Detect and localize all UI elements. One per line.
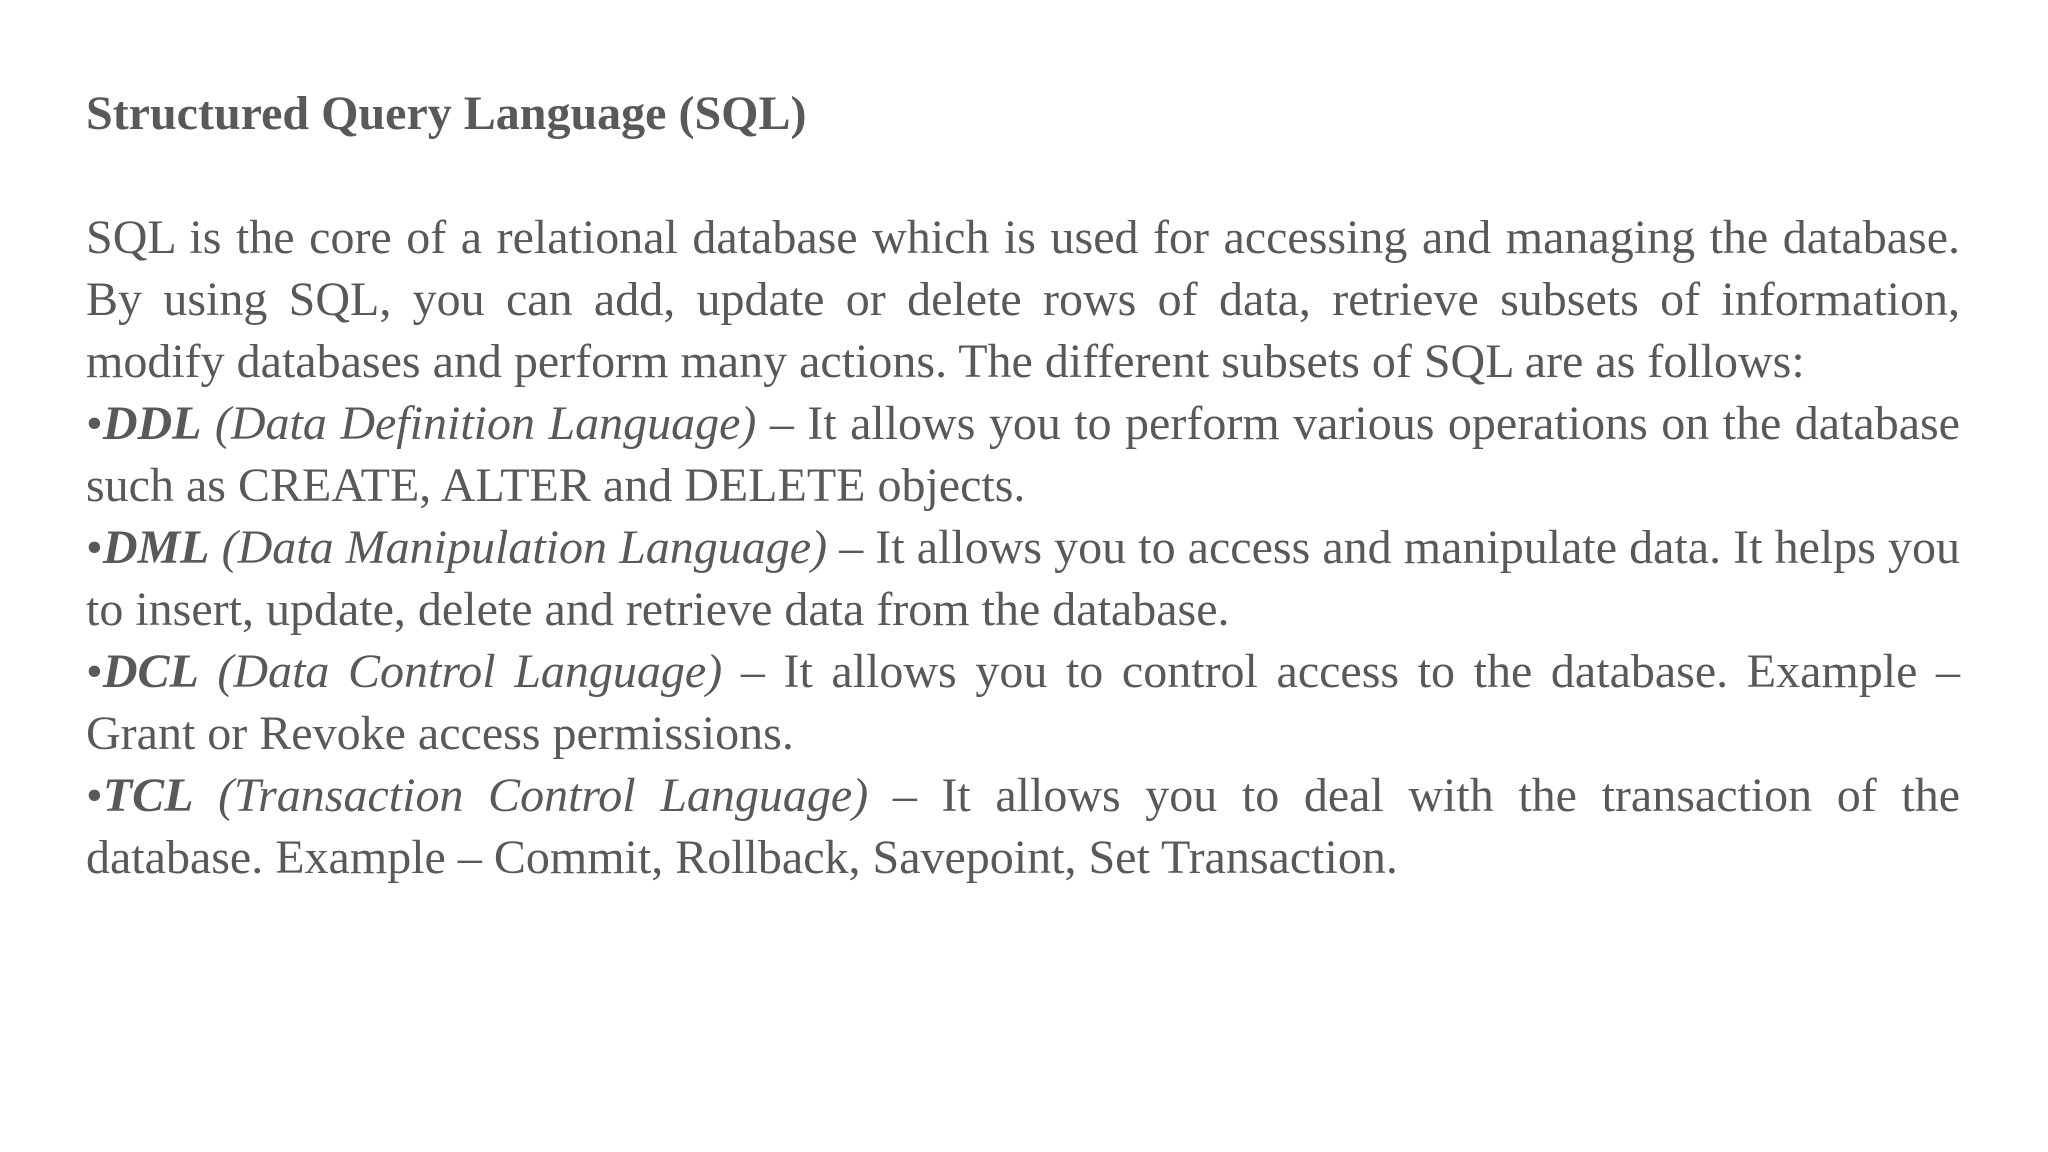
bullet-description: – It allows you to control access to the database. Example – Grant or Revoke access permissions. (86, 645, 1960, 760)
bullet-description: – It allows you to access and manipulate data. It helps you to insert, update, delete and retrieve data from the database. (86, 521, 1961, 636)
bullet-expansion: (Data Definition Language) (201, 397, 757, 450)
bullet-term: DDL (102, 397, 202, 450)
bullet-term: TCL (102, 769, 194, 822)
bullet-icon: • (86, 397, 103, 450)
bullet-description: – It allows you to perform various operations on the database such as CREATE, ALTER and DELETE objects. (86, 397, 1960, 512)
bullet-icon: • (86, 645, 103, 698)
slide-body (86, 207, 1960, 889)
bullet-dcl (86, 641, 1960, 765)
bullet-tcl (86, 765, 1960, 889)
bullet-term: DCL (102, 645, 199, 698)
bullet-icon: • (86, 521, 103, 574)
bullet-expansion: (Data Control Language) (198, 645, 723, 698)
bullet-ddl (86, 393, 1960, 517)
bullet-expansion: (Data Manipulation Language) (209, 521, 828, 574)
bullet-icon: • (86, 769, 103, 822)
bullet-term: DML (102, 521, 210, 574)
bullet-description: – It allows you to deal with the transaction of the database. Example – Commit, Rollback, Savepoint, Set Transaction. (86, 769, 1961, 884)
bullet-expansion: (Transaction Control Language) (193, 769, 869, 822)
bullet-dml (86, 517, 1960, 641)
intro-paragraph: SQL is the core of a relational database which is used for accessing and managing the database. By using SQL, you can add, update or delete rows of data, retrieve subsets of information, modify databases and perform many actions. The different subsets of SQL are as follows: (86, 211, 1960, 388)
slide-title: Structured Query Language (SQL) (86, 87, 807, 140)
